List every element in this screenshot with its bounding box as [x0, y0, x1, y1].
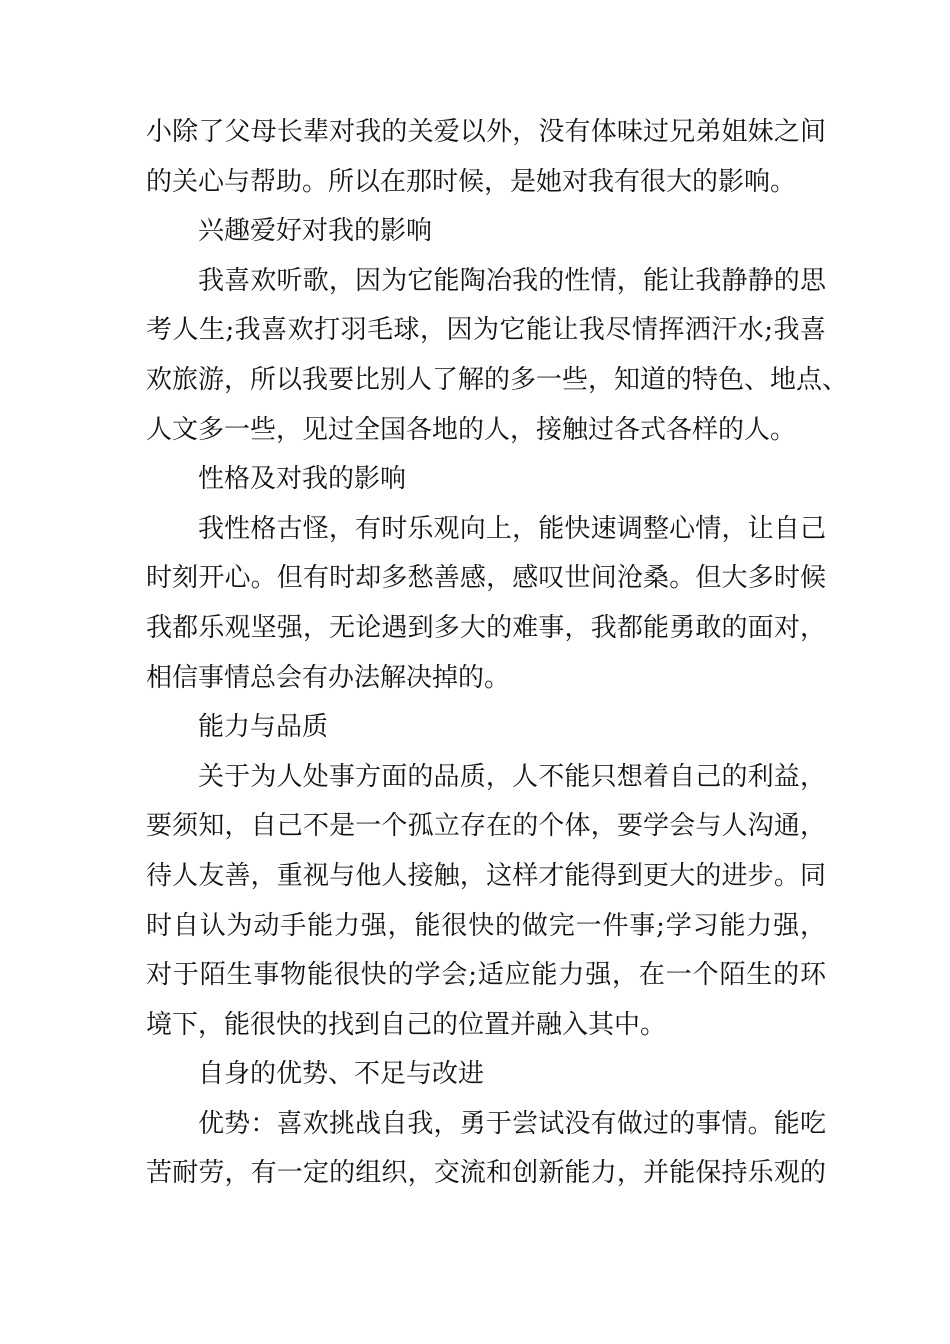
- text-line-2: 的关心与帮助。所以在那时候，是她对我有很大的影响。: [146, 166, 797, 197]
- text-line-21: 优势：喜欢挑战自我，勇于尝试没有做过的事情。能吃: [198, 1108, 826, 1139]
- text-line-6: 欢旅游，所以我要比别人了解的多一些，知道的特色、地点、: [146, 364, 849, 395]
- text-line-1: 小除了父母长辈对我的关爱以外，没有体味过兄弟姐妹之间: [146, 117, 826, 147]
- section-heading-ability: 能力与品质: [198, 712, 329, 743]
- text-line-22: 苦耐劳，有一定的组织，交流和创新能力，并能保持乐观的: [146, 1158, 826, 1189]
- text-line-17: 时自认为动手能力强，能很快的做完一件事;学习能力强，: [146, 910, 826, 941]
- text-line-11: 我都乐观坚强，无论遇到多大的难事，我都能勇敢的面对，: [146, 612, 826, 643]
- section-heading-strengths: 自身的优势、不足与改进: [198, 1059, 485, 1090]
- text-line-19: 境下，能很快的找到自己的位置并融入其中。: [146, 1009, 667, 1040]
- text-line-9: 我性格古怪，有时乐观向上，能快速调整心情，让自己: [198, 513, 826, 544]
- text-line-5: 考人生;我喜欢打羽毛球，因为它能让我尽情挥洒汗水;我喜: [146, 315, 826, 346]
- section-heading-hobbies: 兴趣爱好对我的影响: [198, 216, 433, 247]
- document-body: [146, 108, 849, 1199]
- text-line-7: 人文多一些，见过全国各地的人，接触过各式各样的人。: [146, 414, 797, 445]
- section-heading-personality: 性格及对我的影响: [198, 464, 407, 495]
- text-line-12: 相信事情总会有办法解决掉的。: [146, 662, 511, 693]
- text-line-15: 要须知，自己不是一个孤立存在的个体，要学会与人沟通，: [146, 811, 826, 842]
- text-line-10: 时刻开心。但有时却多愁善感，感叹世间沧桑。但大多时候: [146, 563, 826, 594]
- text-line-4: 我喜欢听歌，因为它能陶冶我的性情，能让我静静的思: [198, 265, 826, 296]
- text-line-14: 关于为人处事方面的品质，人不能只想着自己的利益，: [198, 761, 826, 792]
- text-line-18: 对于陌生事物能很快的学会;适应能力强，在一个陌生的环: [146, 960, 826, 991]
- text-line-16: 待人友善，重视与他人接触，这样才能得到更大的进步。同: [146, 860, 826, 891]
